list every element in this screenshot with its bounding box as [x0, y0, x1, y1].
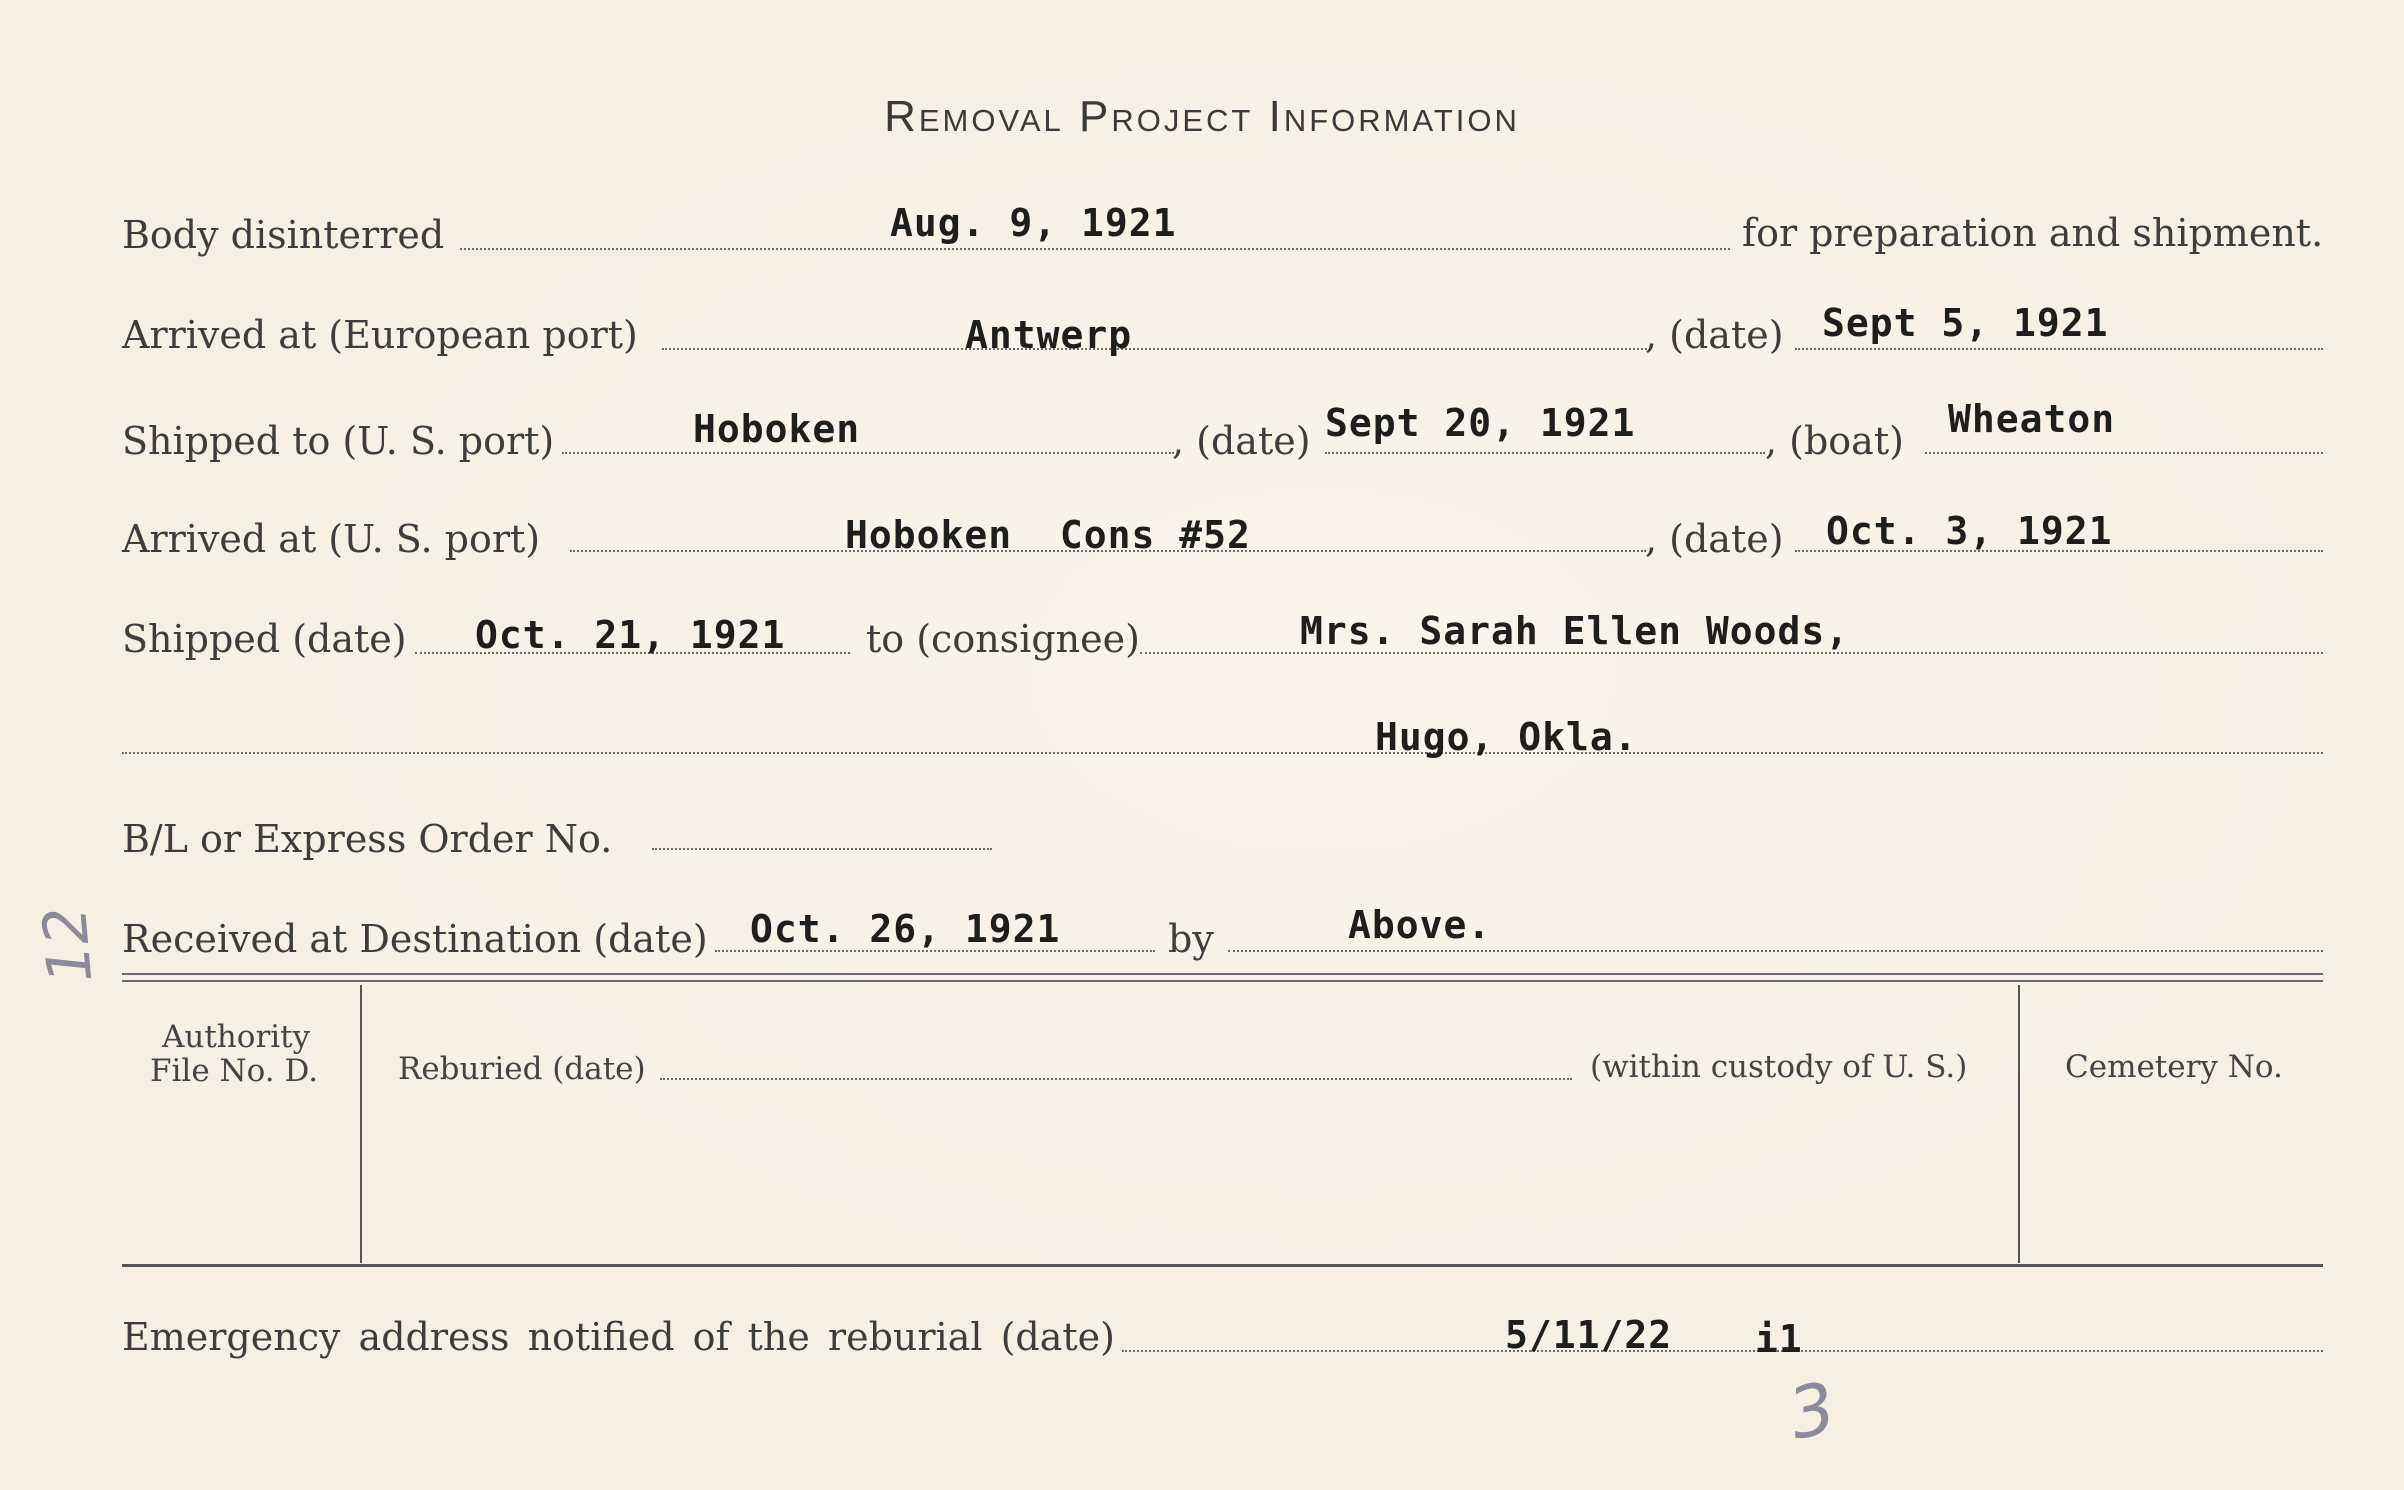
- boat-label: , (boat): [1765, 419, 1904, 463]
- european-port-value: Antwerp: [965, 313, 1133, 357]
- european-port-label: Arrived at (European port): [122, 313, 638, 357]
- reburied-label: Reburied (date): [398, 1051, 646, 1087]
- us-port-shipped-label: Shipped to (U. S. port): [122, 419, 555, 463]
- boat-line: [1925, 452, 2323, 454]
- custody-label: (within custody of U. S.): [1590, 1049, 1968, 1085]
- body-disinterred-label: Body disinterred: [122, 213, 445, 257]
- emergency-initials: i1: [1755, 1317, 1803, 1361]
- page-title: Removal Project Information: [884, 92, 1520, 141]
- by-label: by: [1168, 917, 1214, 961]
- box-right-divider: [2018, 985, 2020, 1263]
- shipped-date-row-label: Shipped (date): [122, 617, 407, 661]
- european-port-line: [662, 348, 1647, 350]
- authority-label-line1: Authority: [162, 1019, 311, 1055]
- shipped-date-row-value: Oct. 21, 1921: [475, 613, 786, 657]
- arrived-date-label: , (date): [1645, 517, 1784, 561]
- box-top-rule: [122, 973, 2323, 975]
- us-port-arrived-value: Hoboken Cons #52: [845, 513, 1251, 557]
- by-value: Above.: [1348, 903, 1492, 947]
- consignee-value: Mrs. Sarah Ellen Woods,: [1300, 609, 1850, 653]
- shipped-date-label: , (date): [1172, 419, 1311, 463]
- received-destination-label: Received at Destination (date): [122, 917, 708, 961]
- shipment-suffix-label: for preparation and shipment.: [1742, 211, 2324, 255]
- body-disinterred-line: [460, 248, 1730, 250]
- reburied-line: [660, 1078, 1572, 1080]
- us-port-arrived-label: Arrived at (U. S. port): [122, 517, 541, 561]
- shipped-date-line: [1325, 452, 1765, 454]
- us-port-shipped-line: [562, 452, 1174, 454]
- shipped-date-value: Sept 20, 1921: [1325, 401, 1636, 445]
- express-order-line: [652, 848, 992, 850]
- european-date-label: , (date): [1645, 313, 1784, 357]
- box-top-rule-double: [122, 980, 2323, 982]
- margin-pencil-mark: 12: [29, 903, 107, 987]
- us-port-shipped-value: Hoboken: [693, 407, 861, 451]
- pen-mark: 3: [1781, 1366, 1843, 1456]
- european-date-line: [1795, 348, 2323, 350]
- boat-value: Wheaton: [1948, 397, 2116, 441]
- by-line: [1228, 950, 2323, 952]
- box-left-divider: [360, 985, 362, 1263]
- cemetery-label: Cemetery No.: [2065, 1049, 2283, 1085]
- box-bottom-rule: [122, 1264, 2323, 1267]
- emergency-notified-line: [1122, 1350, 2323, 1352]
- european-date-value: Sept 5, 1921: [1822, 301, 2109, 345]
- emergency-notified-label: Emergency address notified of the reburial (date): [122, 1315, 1115, 1359]
- express-order-label: B/L or Express Order No.: [122, 817, 613, 861]
- consignee-address-line: [122, 752, 2323, 754]
- consignee-label: to (consignee): [866, 617, 1140, 661]
- consignee-address-value: Hugo, Okla.: [1375, 715, 1638, 759]
- arrived-date-value: Oct. 3, 1921: [1826, 509, 2113, 553]
- authority-label-line2: File No. D.: [150, 1053, 319, 1089]
- received-destination-value: Oct. 26, 1921: [750, 907, 1061, 951]
- emergency-notified-value: 5/11/22: [1505, 1313, 1673, 1357]
- body-disinterred-value: Aug. 9, 1921: [890, 201, 1177, 245]
